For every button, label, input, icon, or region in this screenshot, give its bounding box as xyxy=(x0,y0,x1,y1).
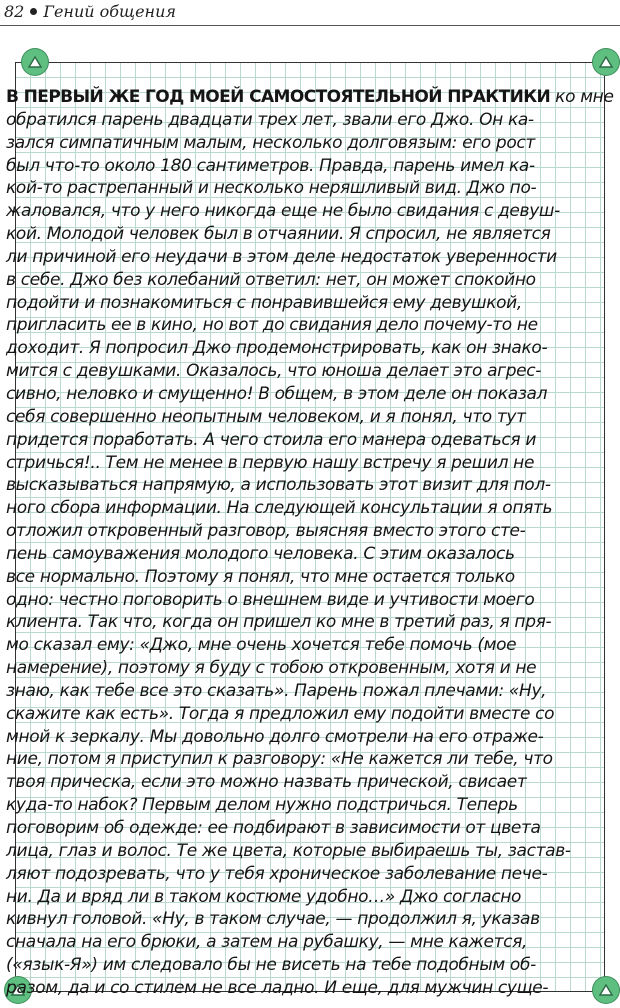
text-line: («язык-Я») им следовало бы не висеть на тебе подобным об- xyxy=(6,955,536,976)
corner-triangle-icon-top-right xyxy=(593,49,619,75)
text-line: куда-то набок? Первым делом нужно подстричься. Теперь xyxy=(6,795,518,816)
page-number: 82 xyxy=(4,1,25,21)
text-line: мной к зеркалу. Мы довольно долго смотрели на его отраже- xyxy=(6,726,544,747)
text-line: сначала на его брюки, а затем на рубашку, — мне кажется, xyxy=(6,932,528,953)
text-line: отложил откровенный разговор, выясняя вместо этого сте- xyxy=(6,521,526,542)
text-line: жаловался, что у него никогда еще не было свидания с девуш- xyxy=(6,201,560,222)
text-line: придется поработать. А чего стоила его манера одеваться и xyxy=(6,429,537,450)
text-line: намерение), поэтому я буду с тобою откровенным, хотя и не xyxy=(6,658,537,679)
header-rule xyxy=(0,25,620,26)
text-line: скажите как есть». Тогда я предложил ему подойти вместе со xyxy=(6,703,555,724)
text-line: высказываться напрямую, а использовать этот визит для пол- xyxy=(6,475,551,496)
text-line: ляют подозревать, что у тебя хроническое заболевание пече- xyxy=(6,863,548,884)
corner-triangle-icon-top-left xyxy=(22,49,48,75)
text-line: ние, потом я приступил к разговору: «Не кажется ли тебе, что xyxy=(6,749,553,770)
text-line: в себе. Джо без колебаний ответил: нет, он может спокойно xyxy=(6,269,536,290)
text-line: пень самоуважения молодого человека. С этим оказалось xyxy=(6,543,515,564)
bullet-icon xyxy=(30,8,37,15)
text-line: зался симпатичным малым, несколько долговязым: его рост xyxy=(6,132,535,153)
text-line: кой-то растрепанный и несколько неряшливый вид. Джо по- xyxy=(6,178,537,199)
text-line: поговорим об одежде: ее подбирают в зависимости от цвета xyxy=(6,818,541,838)
text-line: одно: честно поговорить о внешнем виде и учтивости моего xyxy=(6,589,535,610)
text-line: обратился парень двадцати трех лет, звали его Джо. Он ка- xyxy=(6,109,534,130)
text-line: кой. Молодой человек был в отчаянии. Я спросил, не является xyxy=(6,224,551,245)
text-line: был что-то около 180 сантиметров. Правда, парень имел ка- xyxy=(6,155,535,176)
text-line: доходит. Я попросил Джо продемонстрировать, как он знако- xyxy=(6,338,548,359)
text-line: ни. Да и вряд ли в таком костюме удобно…» Джо согласно xyxy=(6,886,522,907)
text-line: мится с девушками. Оказалось, что юноша делает это агрес- xyxy=(6,361,542,382)
text-line: все нормально. Поэтому я понял, что мне остается только xyxy=(6,566,515,587)
running-head xyxy=(4,0,176,22)
text-line: разом, да и со стилем не все ладно. И еще, для мужчин суще- xyxy=(6,977,549,998)
text-line: себя совершенно неопытным человеком, и я понял, что тут xyxy=(6,406,526,427)
lead-in-caps: В ПЕРВЫЙ ЖЕ ГОД МОЕЙ САМОСТОЯТЕЛЬНОЙ ПРАКТИКИ xyxy=(6,87,551,107)
text-line: пригласить ее в кино, но вот до свидания дело почему-то не xyxy=(6,315,538,336)
text-line: ли причиной его неудачи в этом деле недостаток уверенности xyxy=(6,246,557,267)
text-line: мо сказал ему: «Джо, мне очень хочется тебе помочь (мое xyxy=(6,635,517,656)
body-text xyxy=(6,86,614,1000)
text-line: ного сбора информации. На следующей консультации я опять xyxy=(6,498,553,519)
text-line: лица, глаз и волос. Те же цвета, которые выбираешь ты, застав- xyxy=(6,840,571,861)
text-line: стричься!.. Тем не менее в первую нашу встречу я решил не xyxy=(6,452,535,473)
text-line: сивно, неловко и смущенно! В общем, в этом деле он показал xyxy=(6,383,548,404)
text-line: подойти и познакомиться с понравившейся ему девушкой, xyxy=(6,292,522,313)
text-line: знаю, как тебе все это сказать». Парень пожал плечами: «Ну, xyxy=(6,680,547,701)
text-line: клиента. Так что, когда он пришел ко мне в третий раз, я пря- xyxy=(6,612,552,633)
book-title: Гений общения xyxy=(43,1,176,21)
text-line: кивнул головой. «Ну, в таком случае, — продолжил я, указав xyxy=(6,909,540,930)
text-line: твоя прическа, если это можно назвать прической, свисает xyxy=(6,772,527,793)
text-line: В ПЕРВЫЙ ЖЕ ГОД МОЕЙ САМОСТОЯТЕЛЬНОЙ ПРАКТИКИ ко мне xyxy=(6,87,614,107)
